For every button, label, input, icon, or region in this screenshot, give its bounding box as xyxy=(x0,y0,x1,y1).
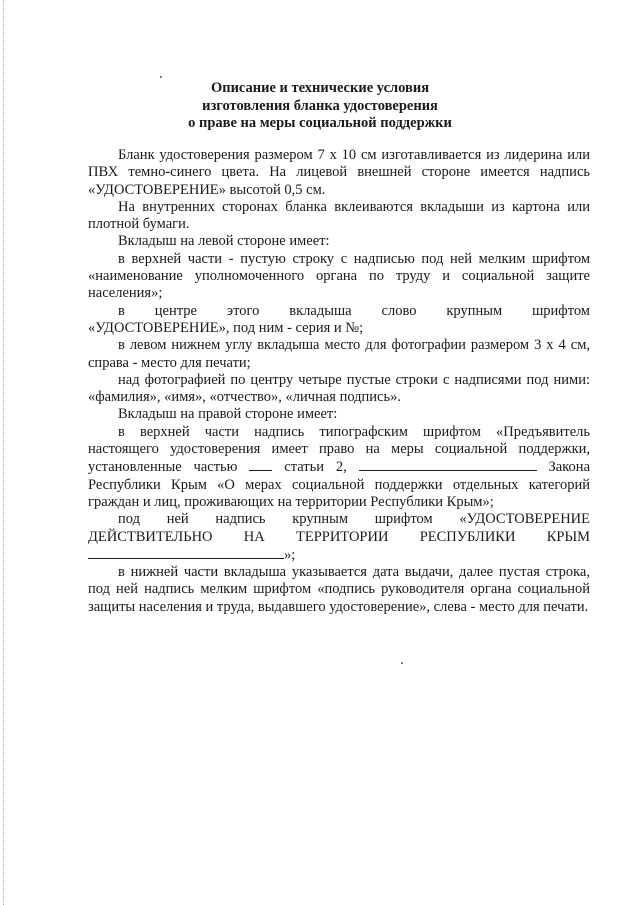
paragraph-right-insert-heading: Вкладыш на правой стороне имеет: xyxy=(118,406,338,423)
title-line-1: Описание и технические условия xyxy=(210,80,430,96)
document-title xyxy=(0,80,640,133)
text-segment: Закона Республики Крым «О мерах социальной поддержки отдельных категорий граждан и лиц, проживающих на территории Республики Крым»; xyxy=(88,459,591,510)
paragraph-right-insert-caption xyxy=(88,511,590,564)
paragraph-left-insert-heading: Вкладыш на левой стороне имеет: xyxy=(118,233,330,250)
text-segment: »; xyxy=(284,546,296,563)
paragraph-left-insert-lines: над фотографией по центру четыре пустые строки с надписями под ними: «фамилия», «имя», «отчество», «личная подпись». xyxy=(88,371,590,406)
paragraph-blank-description: Бланк удостоверения размером 7 х 10 см изготавливается из лидерина или ПВХ темно-синего цвета. На лицевой внешней стороне имеется надпись «УДОСТОВЕРЕНИЕ» высотой 0,5 см. xyxy=(88,147,590,198)
title-line-3: о праве на меры социальной поддержки xyxy=(188,115,452,131)
text-segment: статьи 2, xyxy=(284,459,347,476)
document-body xyxy=(88,147,590,616)
text-segment: в верхней части надпись типографским шрифтом «Предъявитель настоящего удостоверения имеет право на меры социальной поддержки, установленные частью xyxy=(88,423,590,476)
blank-line-part xyxy=(249,458,272,471)
paragraph-right-insert-top xyxy=(88,424,590,511)
paragraph-right-insert-bottom: в нижней части вкладыша указывается дата выдачи, далее пустая строка, под ней надпись мелким шрифтом «подпись руководителя органа социальной защиты населения и труда, выдавшего удостоверение», слева - место для печати. xyxy=(88,564,590,615)
text-segment: КРЫМ xyxy=(546,528,590,545)
paragraph-left-insert-center-line1: в центре этого вкладыша слово крупным шрифтом xyxy=(118,302,590,319)
paragraph-left-insert-photo: в левом нижнем углу вкладыша место для фотографии размером 3 х 4 см, справа - место для печати; xyxy=(88,337,590,371)
scan-speck xyxy=(160,76,162,78)
title-line-2: изготовления бланка удостоверения xyxy=(202,97,438,114)
scan-speck xyxy=(401,662,403,664)
text-segment: под ней надпись крупным шрифтом «УДОСТОВЕРЕНИЕ ДЕЙСТВИТЕЛЬНО НА ТЕРРИТОРИИ РЕСПУБЛИКИ xyxy=(88,511,590,545)
scan-edge-line xyxy=(3,0,4,905)
paragraph-left-insert-center-line2: «УДОСТОВЕРЕНИЕ», под ним - серия и №; xyxy=(88,319,364,336)
paragraph-inserts: На внутренних сторонах бланка вклеиваются вкладыши из картона или плотной бумаги. xyxy=(88,198,590,233)
blank-line-territory xyxy=(88,546,284,559)
paragraph-left-insert-top: в верхней части - пустую строку с надписью под ней мелким шрифтом «наименование уполномоченного органа по труду и социальной защите населения»; xyxy=(88,250,590,302)
blank-line-article xyxy=(359,458,537,471)
